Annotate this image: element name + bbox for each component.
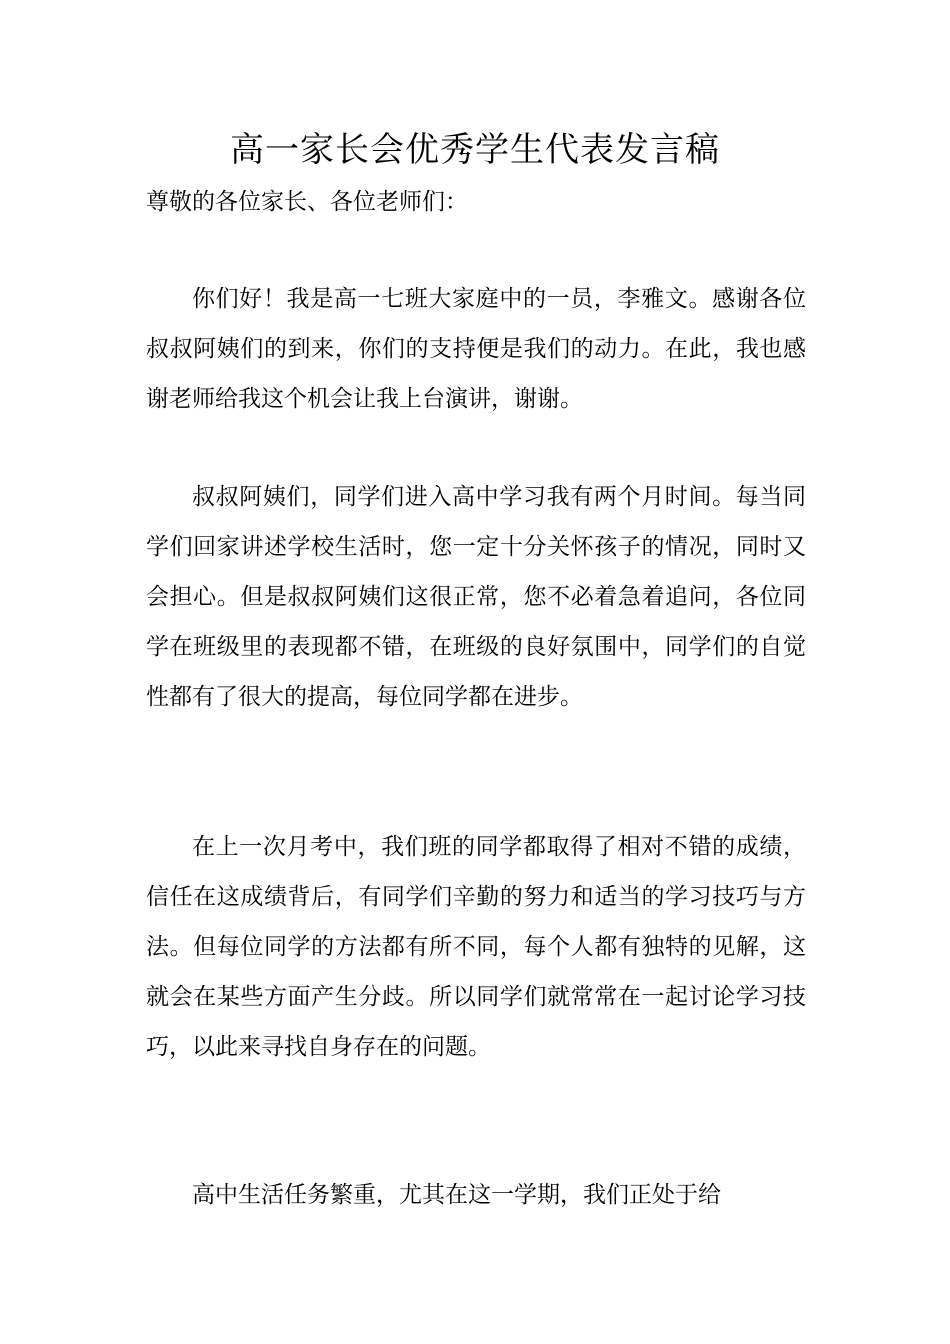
paragraph-4: 高中生活任务繁重，尤其在这一学期，我们正处于给 <box>192 1182 721 1208</box>
salutation: 尊敬的各位家长、各位老师们： <box>146 189 468 215</box>
paragraph-3: 在上一次月考中，我们班的同学都取得了相对不错的成绩，信任在这成绩背后，有同学们辛勤的努力和适当的学习技巧与方法。但每位同学的方法都有所不同，每个人都有独特的见解，这就会在某些方面产生分歧。所以同学们就常常在一起讨论学习技巧，以此来寻找自身存在的问题。 <box>146 834 806 1060</box>
paragraph-2: 叔叔阿姨们，同学们进入高中学习我有两个月时间。每当同学们回家讲述学校生活时，您一定十分关怀孩子的情况，同时又会担心。但是叔叔阿姨们这很正常，您不必着急着追问，各位同学在班级里的表现都不错，在班级的良好氛围中，同学们的自觉性都有了很大的提高，每位同学都在进步。 <box>146 484 806 710</box>
paragraph-1: 你们好！我是高一七班大家庭中的一员，李雅文。感谢各位叔叔阿姨们的到来，你们的支持便是我们的动力。在此，我也感谢老师给我这个机会让我上台演讲，谢谢。 <box>146 286 806 412</box>
document-title: 高一家长会优秀学生代表发言稿 <box>230 130 720 170</box>
